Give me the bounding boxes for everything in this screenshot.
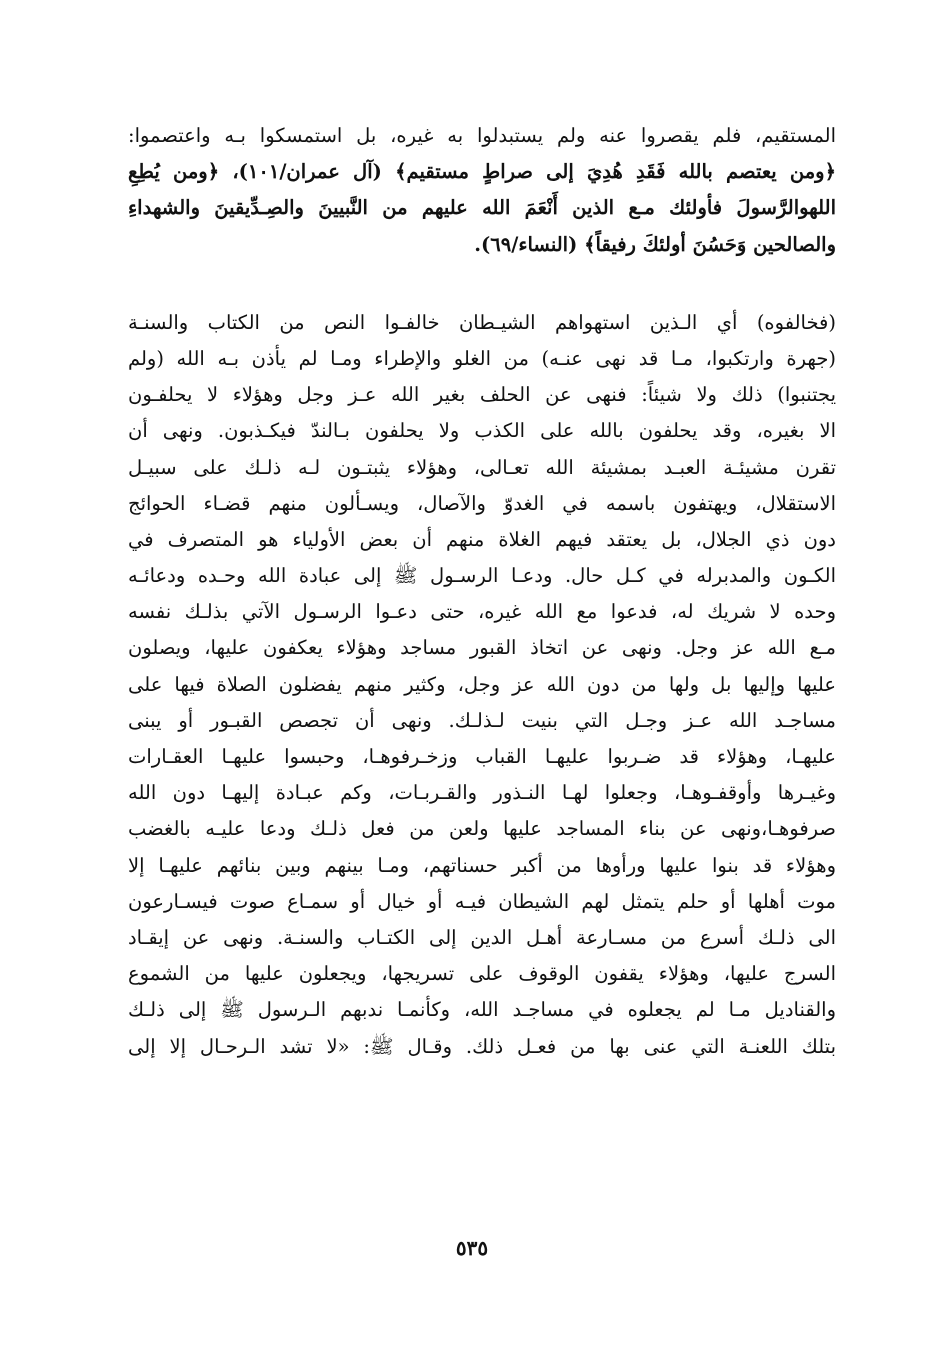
text-line: يجتنبوا) ذلك ولا شيئاً: فنهى عن الحلف بغير الله عـز وجل وهؤلاء لا يحلفـون [128,383,836,407]
text-line: والصالحين وَحَسُنَ أولئكَ رفيقاً﴾ (النساء/٦٩). [474,232,836,256]
text-line: وهؤلاء قد بنوا عليها ورأوها من أكبر حسناتهم، ومـا بينهم وبين بنائهم عليهـا إلا [128,853,836,877]
text-line: الى ذلـك أسرع من مسـارعة أهـل الدين إلى الكتـاب والسنـة. ونهى عن إيقـاد [128,925,836,949]
paragraph-spacer [128,263,836,305]
paragraph-quran-verses [128,118,836,263]
text-line: اللهوالرَّسولَ فأولئك مـع الذين أَنْعَمَ الله عليهم من النَّبيينَ والصِـدِّيقينَ والشهداءِ [128,196,836,220]
page-number: ٥٣٥ [455,1236,489,1260]
text-line: تقرن مشيئـة العبـد بمشيئة الله تعـالى، وهؤلاء يثبتـون لـه ذلـك على سبيـل [128,455,836,479]
text-line: عليهـا، وهؤلاء قد ضـربوا عليهـا القباب وزخـرفوهـا، وحبسوا عليهـا العقـارات [128,745,836,768]
text-line: موت أهلها أو حلم يتمثل لهم الشيطان فيـه أو خيال أو سمـاع صوت فيسـارعون [128,889,836,913]
text-line: وغيـرها وأوقفـوهـا، وجعلوا لهـا النـذور والقـربـات، وكم عبـادة إليهـا دون الله [128,781,836,805]
text-line: (فخالفوه) أي الـذين استهواهم الشيـطان خالفـوا النص من الكتاب والسنـة [128,310,836,334]
text-line: ﴿ومن يعتصم بالله فَقَدِ هُدِيَ إلى صراطٍ مستقيم﴾ (آل عمران/١٠١)، ﴿ومن يُطِعِ [128,160,836,184]
text-line: صرفوهـا،ونهى عن بناء المساجد عليها ولعن من فعل ذلـك ودعا عليـه بالغضب [128,817,836,841]
text-line: مـع الله عز وجل. ونهى عن اتخاذ القبور مساجد وهؤلاء يعكفون عليها، ويصلون [128,636,836,660]
page-body [128,118,836,1065]
text-line: (جهرة وارتكبوا، مـا قد نهى عنـه) من الغلو والإطراء ومـا لم يأذن بـه الله (ولم [128,346,836,370]
paragraph-commentary [128,305,836,1065]
text-line: عليها وإليها بل ولها من دون الله عز وجل، وكثير منهم يفضلون الصلاة فيها على [128,672,836,696]
text-line: المستقيم، فلم يقصروا عنه ولم يستبدلوا به غيره، بل استمسكوا بـه واعتصموا: [128,124,836,147]
text-line: دون ذي الجلال، بل يعتقد فيهم الغلاة منهم أن بعض الأولياء هو المتصرف في [128,527,836,551]
text-line: الا بغيره، وقد يحلفون بالله على الكذب ولا يحلفون بـالندّ فيكـذبون. ونهى أن [128,419,836,443]
text-line: بتلك اللعنـة التي عنى بها من فعـل ذلك. وقـال ﷺ: «لا تشد الـرحـال إلا إلى [128,1034,836,1058]
text-line: الاستقلال، ويهتفون باسمه في الغدوّ والآصال، ويسـألون منهم قضـاء الحوائج [128,491,836,515]
text-line: والقناديل مـا لم يجعلوه في مساجـد الله، وكأنمـا ندبهم الـرسول ﷺ إلى ذلـك [128,998,836,1022]
text-line: السرج عليها، وهؤلاء يقفون الوقوف على تسريجها، ويجعلون عليها من الشموع [128,962,836,986]
text-line: مساجـد الله عـز وجـل التي بنيت لـذلـك. ونهى أن تجصص القبـور أو يبنى [128,708,836,732]
text-line: وحده لا شريك له، فدعوا مع الله غيره، حتى دعـوا الرسـول الآتي بذلـك نفسه [128,600,836,624]
text-line: الكـون والمدبرله في كـل حال. ودعـا الرسـول ﷺ إلى عبادة الله وحـده ودعائـه [128,564,836,588]
